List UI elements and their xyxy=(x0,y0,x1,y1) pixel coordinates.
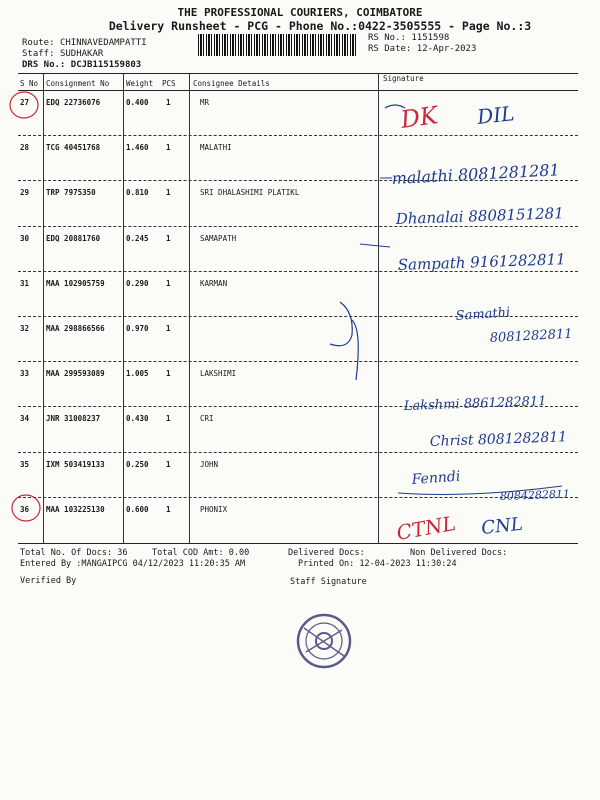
sig-row-31: Samathi xyxy=(455,305,511,324)
sig-row-32: 8081282811 xyxy=(489,326,573,346)
cell-consignment: MAA 298866566 xyxy=(46,324,105,333)
rs-date-value: 12-Apr-2023 xyxy=(416,44,477,54)
cell-consignee: JOHN xyxy=(200,459,219,469)
sig-row-30: Sampath 9161282811 xyxy=(397,250,566,274)
office-stamp xyxy=(298,615,350,667)
cell-sno: 35 xyxy=(20,459,30,469)
sig-row-27-dil: DIL xyxy=(476,101,516,129)
cell-pcs: 1 xyxy=(166,414,171,424)
company-title: THE PROFESSIONAL COURIERS, COIMBATORE xyxy=(177,6,423,19)
cell-consignment: MAA 102905759 xyxy=(46,278,105,288)
cell-consignment: TCG 40451768 xyxy=(46,143,101,153)
cell-weight: 0.600 xyxy=(126,504,149,514)
cell-sno: 36 xyxy=(20,504,30,514)
row-27-circle xyxy=(10,92,38,118)
sig-row-36-cnl: CNL xyxy=(480,513,524,539)
sig-row-29: Dhanalai 8808151281 xyxy=(395,204,565,228)
cell-sno: 28 xyxy=(20,143,30,153)
cell-weight: 0.810 xyxy=(126,188,149,198)
sig-row-34: Christ 8081282811 xyxy=(429,429,568,450)
cell-weight: 0.400 xyxy=(126,98,149,107)
route-label: Route: xyxy=(22,38,55,48)
cell-consignment: JNR 31008237 xyxy=(46,414,101,424)
total-docs: Total No. Of Docs: 36 xyxy=(20,548,128,558)
drs-label: DRS No.: xyxy=(22,60,66,70)
cell-consignment: IXM 503419133 xyxy=(46,459,105,469)
cell-consignment: EDQ 22736076 xyxy=(46,98,101,107)
entered-by: Entered By :MANGAIPCG 04/12/2023 11:20:35 AM xyxy=(20,559,246,569)
col-header-signature: Signature xyxy=(383,74,424,83)
cell-sno: 30 xyxy=(20,233,30,243)
rs-no-label: RS No.: xyxy=(368,33,406,43)
sig-row-27-dk: DK xyxy=(398,101,440,134)
cell-consignee: MR xyxy=(200,98,210,107)
runsheet-subtitle: Delivery Runsheet - PCG - Phone No.:0422-3505555 - Page No.:3 xyxy=(108,19,532,33)
cell-pcs: 1 xyxy=(166,188,171,198)
cell-weight: 0.290 xyxy=(126,278,149,288)
non-delivered-docs: Non Delivered Docs: xyxy=(410,548,508,558)
total-cod: Total COD Amt: 0.00 xyxy=(152,548,250,558)
sig-row-35-phone: 8084282811 xyxy=(499,487,571,503)
cell-weight: 0.430 xyxy=(126,414,149,424)
cell-consignee: PHONIX xyxy=(200,504,228,514)
cell-weight: 0.250 xyxy=(126,459,149,469)
cell-pcs: 1 xyxy=(166,369,171,379)
rs-no-value: 1151598 xyxy=(411,33,450,43)
cell-weight: 0.970 xyxy=(126,324,149,333)
cell-pcs: 1 xyxy=(166,504,171,514)
staff-label: Staff: xyxy=(22,49,55,59)
ink-stroke xyxy=(352,105,405,380)
cell-sno: 27 xyxy=(20,98,30,107)
col-header-weight: Weight xyxy=(126,79,154,88)
delivered-docs: Delivered Docs: xyxy=(288,548,365,558)
col-header-pcs: PCS xyxy=(162,79,176,88)
rs-date-label: RS Date: xyxy=(368,44,412,54)
sig-row-28: malathi 8081281281 xyxy=(391,160,561,188)
staff-signature-label: Staff Signature xyxy=(290,577,367,587)
cell-sno: 33 xyxy=(20,369,30,379)
cell-weight: 1.005 xyxy=(126,369,149,379)
cell-consignment: MAA 299593089 xyxy=(46,369,105,379)
ink-stroke xyxy=(360,244,390,247)
printed-on: Printed On: 12-04-2023 11:30:24 xyxy=(298,559,457,569)
cell-consignee: CRI xyxy=(200,414,214,424)
cell-pcs: 1 xyxy=(166,278,171,288)
sig-row-36-ctnl: CTNL xyxy=(394,510,458,545)
cell-sno: 29 xyxy=(20,188,30,198)
cell-sno: 32 xyxy=(20,324,30,333)
col-header-consignee: Consignee Details xyxy=(193,79,270,88)
cell-consignee: MALATHI xyxy=(200,143,232,153)
cell-weight: 0.245 xyxy=(126,233,149,243)
cell-sno: 31 xyxy=(20,278,30,288)
cell-pcs: 1 xyxy=(166,143,171,153)
cell-pcs: 1 xyxy=(166,324,171,333)
cell-pcs: 1 xyxy=(166,233,171,243)
cell-consignee: LAKSHIMI xyxy=(200,369,237,379)
verified-by: Verified By xyxy=(20,576,77,586)
cell-consignee: KARMAN xyxy=(200,278,228,288)
cell-consignment: MAA 103225130 xyxy=(46,504,105,514)
cell-consignment: TRP 7975350 xyxy=(46,188,96,198)
sig-row-33: Lakshmi 8861282811 xyxy=(403,394,547,414)
cell-consignee: SRI DHALASHIMI PLATIKL xyxy=(200,188,300,198)
drs-value: DCJB115159803 xyxy=(70,60,142,70)
sig-row-35-name: Fenndi xyxy=(411,468,461,488)
col-header-consignment: Consignment No xyxy=(46,79,110,88)
ink-stroke xyxy=(330,302,352,346)
col-header-sno: S No xyxy=(20,79,39,88)
cell-pcs: 1 xyxy=(166,459,171,469)
cell-pcs: 1 xyxy=(166,98,171,107)
cell-sno: 34 xyxy=(20,414,30,424)
cell-consignee: SAMAPATH xyxy=(200,233,237,243)
cell-weight: 1.460 xyxy=(126,143,149,153)
row-36-circle xyxy=(12,495,40,521)
cell-consignment: EDQ 20881760 xyxy=(46,233,101,243)
route-value: CHINNAVEDAMPATTI xyxy=(59,38,147,48)
staff-value: SUDHAKAR xyxy=(59,49,104,59)
